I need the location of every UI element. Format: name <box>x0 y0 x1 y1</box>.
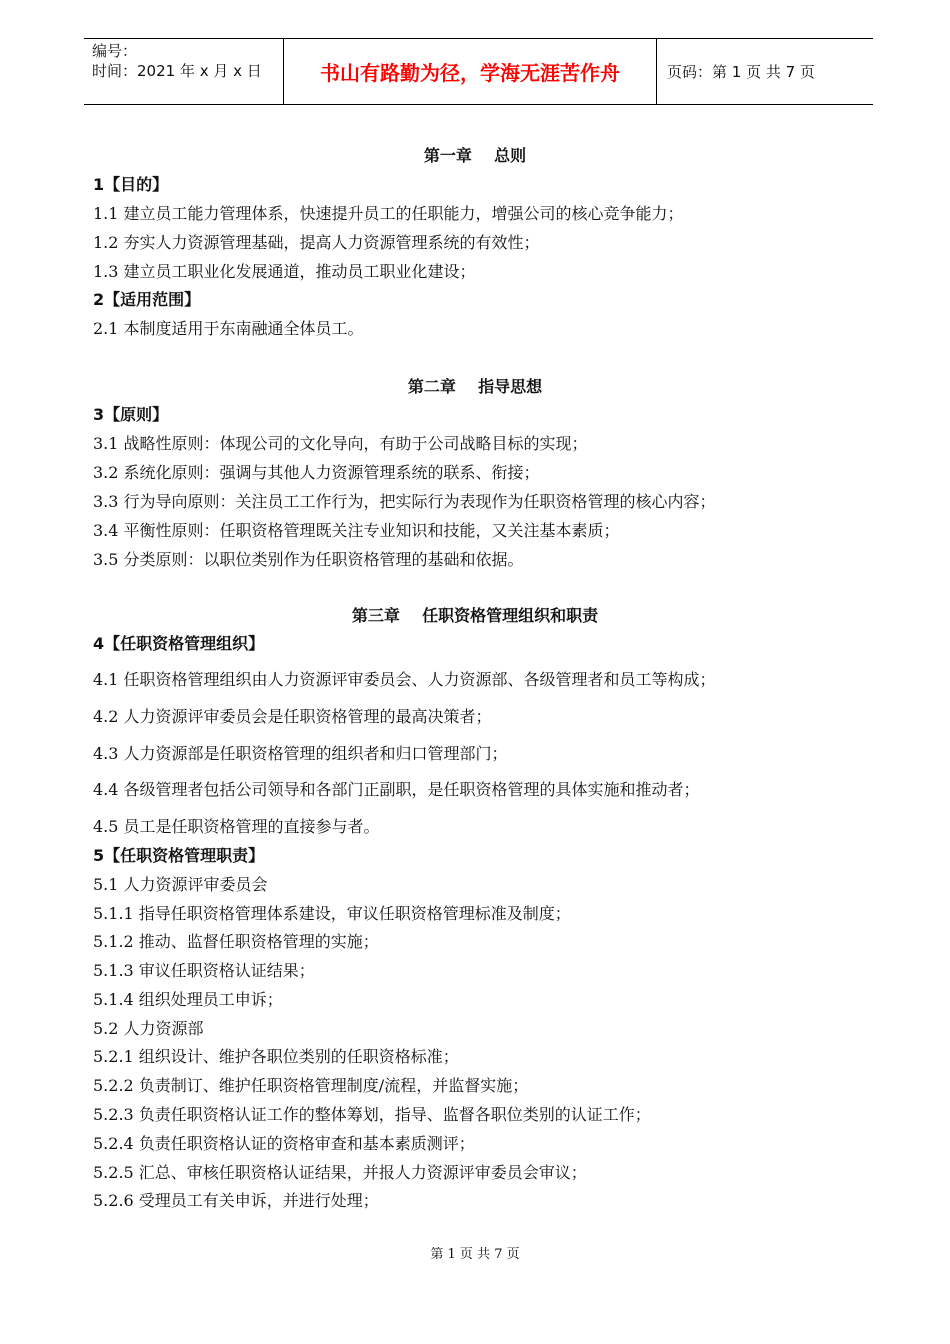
section-4-heading: 4【任职资格管理组织】 <box>93 634 265 653</box>
list-item: 5.2.6 受理员工有关申诉，并进行处理； <box>93 1191 379 1210</box>
chapter-2-title: 第二章 指导思想 <box>407 377 543 396</box>
list-item: 5.2.5 汇总、审核任职资格认证结果，并报人力资源评审委员会审议； <box>93 1163 587 1182</box>
list-item: 5.2.2 负责制订、维护任职资格管理制度/流程，并监督实施； <box>93 1076 529 1095</box>
list-item: 5.2.4 负责任职资格认证的资格审查和基本素质测评； <box>93 1134 475 1153</box>
list-item: 4.1 任职资格管理组织由人力资源评审委员会、人力资源部、各级管理者和员工等构成； <box>93 670 716 689</box>
list-item: 5.1 人力资源评审委员会 <box>93 875 268 894</box>
list-item: 5.2 人力资源部 <box>93 1019 204 1038</box>
chapter-1-title: 第一章 总则 <box>423 146 527 165</box>
section-3-heading: 3【原则】 <box>93 405 169 424</box>
header-info-cell <box>84 39 284 104</box>
list-item: 5.1.2 推动、监督任职资格管理的实施； <box>93 932 379 951</box>
list-item: 5.2.3 负责任职资格认证工作的整体筹划，指导、监督各职位类别的认证工作； <box>93 1105 651 1124</box>
list-item: 3.4 平衡性原则：任职资格管理既关注专业知识和技能，又关注基本素质； <box>93 521 620 540</box>
header-page-label: 页码：第 1 页 共 7 页 <box>667 63 815 81</box>
list-item: 1.2 夯实人力资源管理基础，提高人力资源管理系统的有效性； <box>93 233 540 252</box>
list-item: 3.1 战略性原则：体现公司的文化导向，有助于公司战略目标的实现； <box>93 434 588 453</box>
list-item: 3.3 行为导向原则：关注员工工作行为，把实际行为表现作为任职资格管理的核心内容； <box>93 492 716 511</box>
list-item: 2.1 本制度适用于东南融通全体员工。 <box>93 319 364 338</box>
document-header <box>84 38 873 105</box>
number-label: 编号： <box>92 42 138 60</box>
chapter-3-title: 第三章 任职资格管理组织和职责 <box>351 606 599 625</box>
list-item: 4.2 人力资源评审委员会是任职资格管理的最高决策者； <box>93 707 492 726</box>
list-item: 4.5 员工是任职资格管理的直接参与者。 <box>93 817 380 836</box>
list-item: 3.5 分类原则：以职位类别作为任职资格管理的基础和依据。 <box>93 550 524 569</box>
list-item: 5.2.1 组织设计、维护各职位类别的任职资格标准； <box>93 1047 459 1066</box>
date-label: 时间：2021 年 x 月 x 日 <box>92 62 262 80</box>
section-2-heading: 2【适用范围】 <box>93 290 201 309</box>
motto-text: 书山有路勤为径，学海无涯苦作舟 <box>320 61 620 85</box>
list-item: 5.1.3 审议任职资格认证结果； <box>93 961 315 980</box>
section-1-heading: 1【目的】 <box>93 175 169 194</box>
list-item: 1.1 建立员工能力管理体系，快速提升员工的任职能力，增强公司的核心竞争能力； <box>93 204 684 223</box>
section-5-heading: 5【任职资格管理职责】 <box>93 846 265 865</box>
list-item: 5.1.1 指导任职资格管理体系建设，审议任职资格管理标准及制度； <box>93 904 571 923</box>
header-page-cell <box>657 39 873 104</box>
list-item: 3.2 系统化原则：强调与其他人力资源管理系统的联系、衔接； <box>93 463 540 482</box>
list-item: 1.3 建立员工职业化发展通道，推动员工职业化建设； <box>93 262 476 281</box>
header-motto-cell <box>284 39 657 104</box>
page-footer: 第 1 页 共 7 页 <box>430 1247 520 1262</box>
list-item: 4.3 人力资源部是任职资格管理的组织者和归口管理部门； <box>93 744 508 763</box>
list-item: 5.1.4 组织处理员工申诉； <box>93 990 283 1009</box>
list-item: 4.4 各级管理者包括公司领导和各部门正副职，是任职资格管理的具体实施和推动者； <box>93 780 700 799</box>
